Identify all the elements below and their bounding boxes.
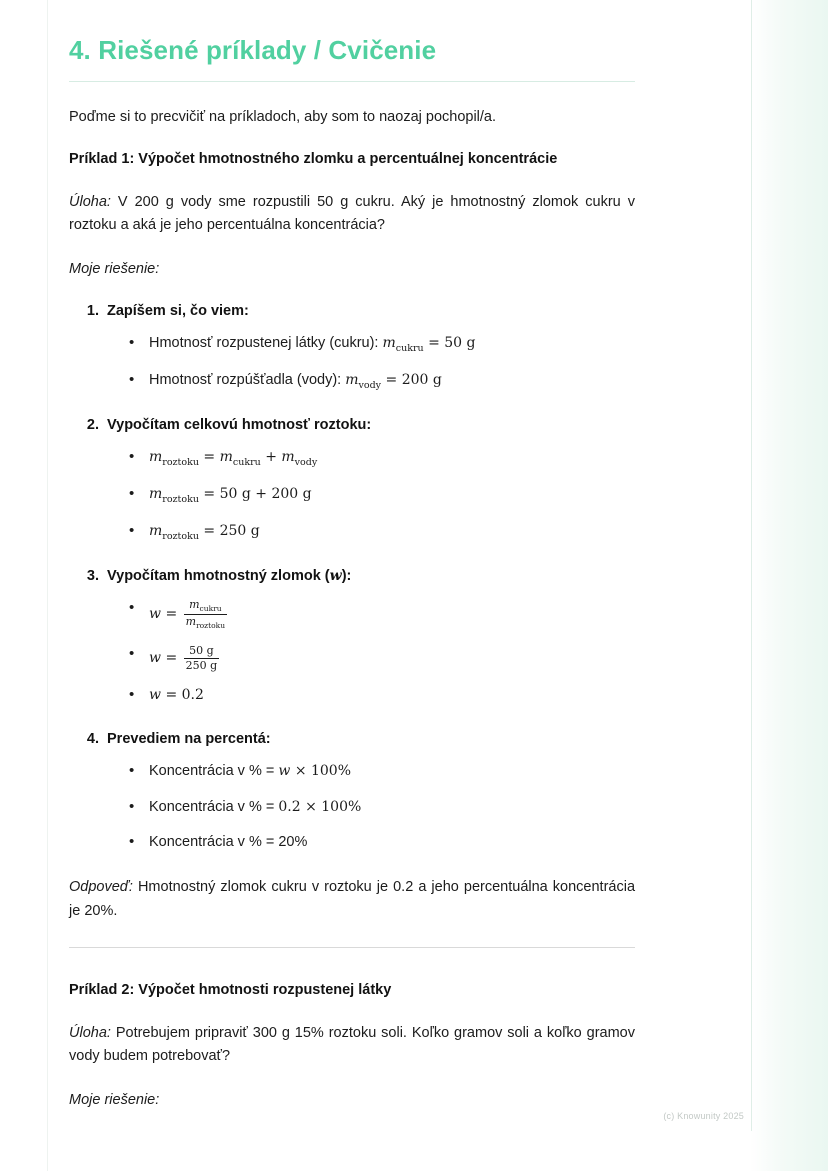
step-sublist [107, 447, 635, 544]
sub-text: Koncentrácia v % = 20% [149, 834, 308, 851]
sub-text: Hmotnosť rozpúšťadla (vody): [149, 371, 342, 388]
sub-text: Koncentrácia v % = [149, 762, 275, 779]
right-margin-rule [751, 0, 752, 1131]
step-title: Vypočítam hmotnostný zlomok (w): [107, 567, 352, 584]
example1-answer-label: Odpoveď: [69, 879, 133, 896]
sub-text: Koncentrácia v % = [149, 798, 275, 815]
example1-answer-text: Hmotnostný zlomok cukru v roztoku je 0.2 a jeho percentuálna koncentrácia je 20%. [69, 879, 636, 919]
sub-math: w = $\frac{m_{cukru}}{m_{roztoku}}$ [149, 597, 226, 631]
footer-copyright: (c) Knowunity 2025 [663, 1111, 744, 1121]
example2-task-text: Potrebujem pripraviť 300 g 15% roztoku soli. Koľko gramov soli a koľko gramov vody budem potrebovať? [69, 1024, 635, 1065]
list-item [129, 370, 635, 393]
step-item [103, 301, 635, 393]
step-title: Prevediem na percentá: [107, 731, 271, 748]
sub-math: w = $\frac{50 g}{250 g}$ [149, 643, 218, 673]
intro-paragraph: Poďme si to precvičiť na príkladoch, aby som to naozaj pochopil/a. [69, 108, 497, 125]
list-item [129, 644, 635, 672]
sub-math: $m_{roztoku} = m_{cukru} + m_{vody}$ [149, 448, 318, 468]
list-item [129, 797, 635, 819]
step-title: Zapíšem si, čo viem: [107, 303, 249, 320]
list-item [129, 598, 635, 630]
list-item [129, 447, 635, 470]
sub-math: w × 100% [278, 762, 352, 779]
example1-task [69, 191, 635, 238]
sub-math: $m_{vody} = 200$ g [345, 371, 442, 391]
list-item [129, 832, 635, 854]
title-divider [69, 81, 635, 82]
sub-math: $m_{cukru} = 50$ g [382, 334, 476, 354]
fraction: $\frac{m_{cukru}}{m_{roztoku}}$ [185, 597, 226, 631]
example2-task-label: Úloha: [69, 1024, 111, 1041]
example1-steps [69, 301, 635, 854]
list-item [129, 333, 635, 356]
section-divider [69, 947, 635, 948]
example1-solution-label: Moje riešenie: [69, 260, 160, 277]
example2-task [69, 1022, 635, 1069]
sub-math: w = 0.2 [149, 687, 204, 704]
step-item [103, 415, 635, 544]
list-item [129, 521, 635, 544]
left-margin-rule [47, 0, 48, 1171]
example1-task-label: Úloha: [69, 193, 111, 210]
fraction: $\frac{50 g}{250 g}$ [185, 643, 218, 673]
step-sublist [107, 598, 635, 708]
sub-math: $m_{roztoku} = 250$ g [149, 522, 260, 542]
document-content [69, 34, 635, 1132]
right-gradient-strip [750, 0, 828, 1171]
sub-text: Hmotnosť rozpustenej látky (cukru): [149, 334, 379, 351]
example2-solution-label: Moje riešenie: [69, 1091, 160, 1108]
example2-heading: Príklad 2: Výpočet hmotnosti rozpustenej látky [69, 982, 392, 999]
example1-task-text: V 200 g vody sme rozpustili 50 g cukru. Aký je hmotnostný zlomok cukru v roztoku a aká je jeho percentuálna koncentrácia? [69, 193, 635, 234]
step-item [103, 729, 635, 854]
example1-heading: Príklad 1: Výpočet hmotnostného zlomku a percentuálnej koncentrácie [69, 150, 558, 167]
step-sublist [107, 761, 635, 854]
sub-math: $m_{roztoku} = 50$ g + 200 g [149, 485, 312, 505]
list-item [129, 685, 635, 707]
page-title: 4. Riešené príklady / Cvičenie [69, 35, 437, 65]
step-item [103, 566, 635, 707]
example1-answer [69, 876, 635, 923]
list-item [129, 761, 635, 783]
sub-math: 0.2 × 100% [278, 798, 362, 815]
list-item [129, 484, 635, 507]
step-sublist [107, 333, 635, 393]
step-title: Vypočítam celkovú hmotnosť roztoku: [107, 417, 372, 434]
